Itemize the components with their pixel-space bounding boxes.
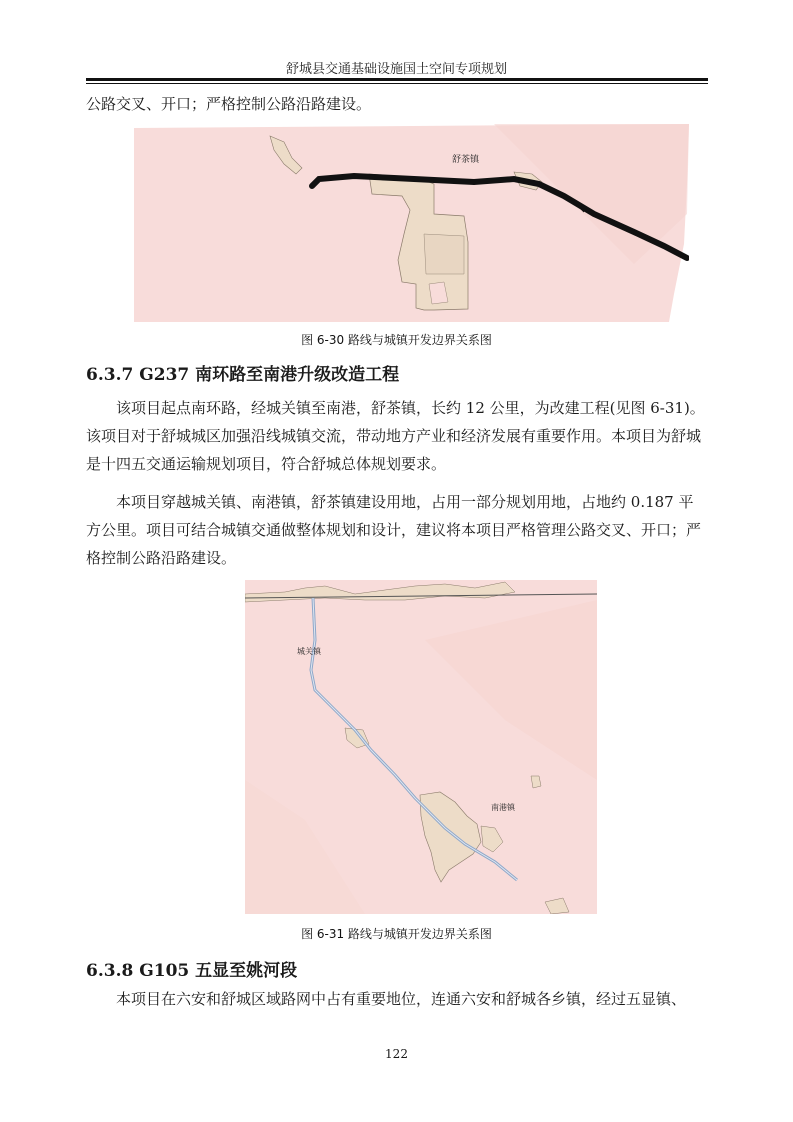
section-6-3-7-paragraph-2: 本项目穿越城关镇、南港镇，舒茶镇建设用地，占用一部分规划用地，占地约 0.187 平方公里。项目可结合城镇交通做整体规划和设计，建议将本项目严格管理公路交叉、开口；严格控制公路沿路建设。 [86,493,702,567]
caption-figure-6-31: 图 6-31 路线与城镇开发边界关系图 [301,927,492,941]
section-heading-6-3-8: 6.3.8 G105 五显至姚河段 [86,961,298,981]
built-up-area [531,776,541,788]
map-label-shucha: 舒茶镇 [452,155,480,165]
section-6-3-8-paragraph-1: 本项目在六安和舒城区域路网中占有重要地位，连通六安和舒城各乡镇，经过五显镇、 [116,990,687,1008]
map-figure-6-31 [245,580,597,914]
header-rule-thin [86,83,708,84]
page-header-title: 舒城县交通基础设施国土空间专项规划 [285,62,507,77]
page-number: 122 [385,1047,408,1061]
caption-figure-6-30: 图 6-30 路线与城镇开发边界关系图 [301,333,492,347]
header-rule-thick [86,78,708,81]
map-label-nangang: 南港镇 [491,803,515,812]
map-label-chengguan: 城关镇 [297,647,321,656]
section-6-3-7-paragraph-1: 该项目起点南环路，经城关镇至南港，舒茶镇，长约 12 公里，为改建工程(见图 6-31)。该项目对于舒城城区加强沿线城镇交流，带动地方产业和经济发展有重要作用。本项目为舒城是十四五交通运输规划项目，符合舒城总体规划要求。 [86,399,705,473]
intro-text: 公路交叉、开口；严格控制公路沿路建设。 [86,95,372,113]
map-figure-6-30 [134,124,689,324]
section-heading-6-3-7: 6.3.7 G237 南环路至南港升级改造工程 [86,365,400,385]
